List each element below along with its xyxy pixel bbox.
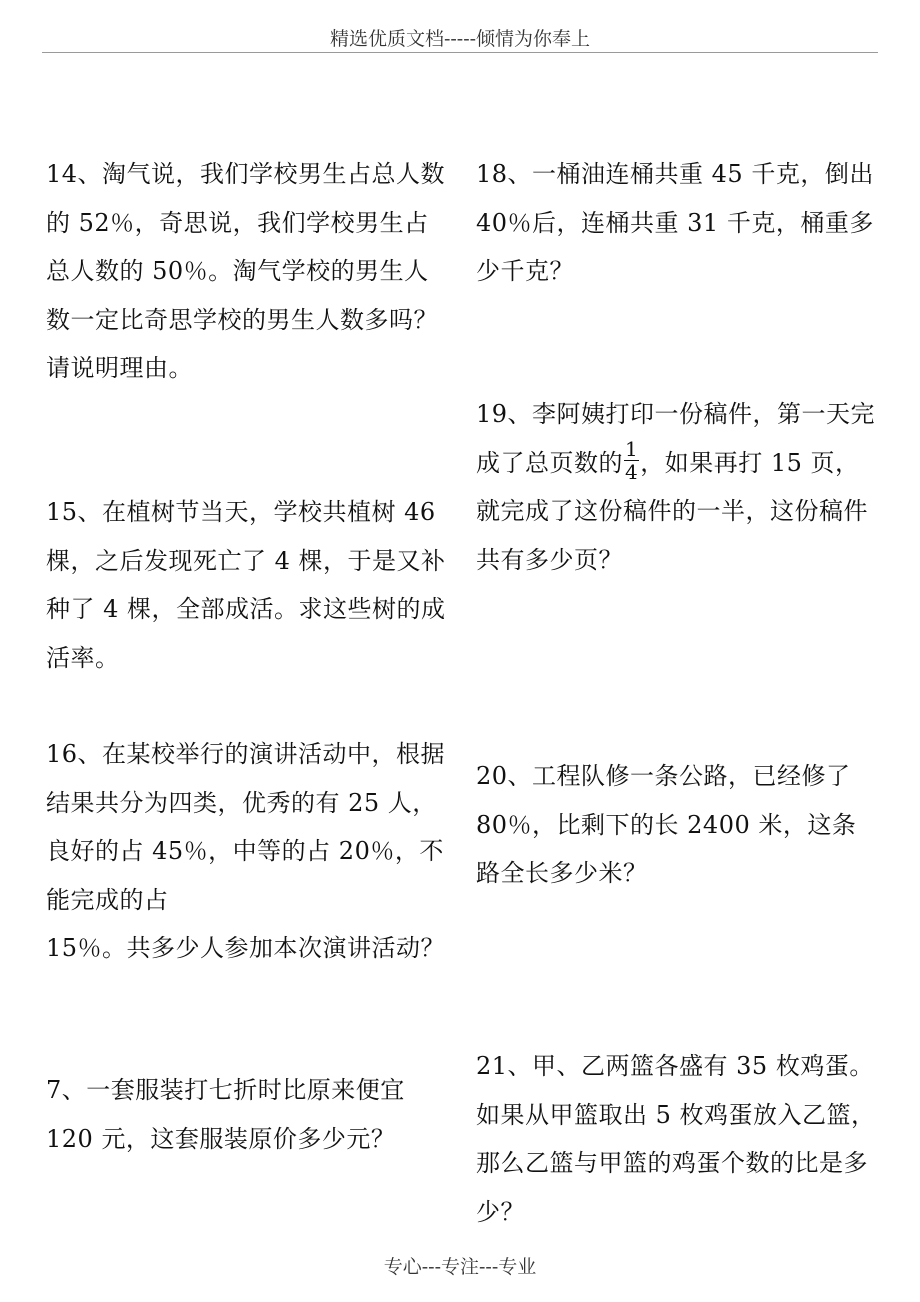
problem-15: [46, 488, 450, 682]
header-divider: [42, 52, 878, 53]
problem-7: [46, 1066, 450, 1163]
problem-19-text-after: ，如果再打 15 页，就完成了这份稿件的一半，这份稿件共有多少页？: [476, 448, 868, 574]
problem-19-text-before: 19、李阿姨打印一份稿件，第一天完成了总页数的: [476, 400, 876, 477]
problem-21: [476, 1042, 880, 1236]
problem-18: [476, 150, 880, 296]
problem-19: [476, 390, 880, 584]
problem-18-text: 18、一桶油连桶共重 45 千克，倒出 40％后，连桶共重 31 千克，桶重多少千克？: [476, 160, 874, 285]
fraction-numerator: 1: [625, 436, 639, 461]
problem-19-text: [476, 390, 880, 584]
problem-16-text-line2: 15％。共多少人参加本次演讲活动？: [46, 934, 446, 962]
problem-14-text: 14、淘气说，我们学校男生占总人数的 52％，奇思说，我们学校男生占总人数的 50％。淘气学校的男生人数一定比奇思学校的男生人数多吗？请说明理由。: [46, 160, 446, 382]
problem-20: [476, 752, 880, 898]
problem-14: [46, 150, 450, 393]
page-header: 精选优质文档-----倾情为你奉上: [329, 28, 591, 50]
problem-15-text: 15、在植树节当天，学校共植树 46 棵，之后发现死亡了 4 棵，于是又补种了 4 棵，全部成活。求这些树的成活率。: [46, 498, 446, 672]
problem-16-text-line1: 16、在某校举行的演讲活动中，根据结果共分为四类，优秀的有 25 人，良好的占 45％，中等的占 20％，不能完成的占: [46, 740, 446, 914]
problem-21-text: 21、甲、乙两篮各盛有 35 枚鸡蛋。如果从甲篮取出 5 枚鸡蛋放入乙篮，那么乙篮与甲篮的鸡蛋个数的比是多少？: [476, 1052, 876, 1226]
page-footer: 专心---专注---专业: [383, 1256, 537, 1278]
problem-20-text: 20、工程队修一条公路，已经修了 80％，比剩下的长 2400 米，这条路全长多少米？: [476, 762, 857, 887]
problem-7-text: 7、一套服装打七折时比原来便宜 120 元，这套服装原价多少元？: [46, 1076, 405, 1153]
fraction-one-quarter: [624, 438, 639, 483]
fraction-denominator: 4: [625, 459, 639, 484]
problem-16: [46, 730, 450, 973]
